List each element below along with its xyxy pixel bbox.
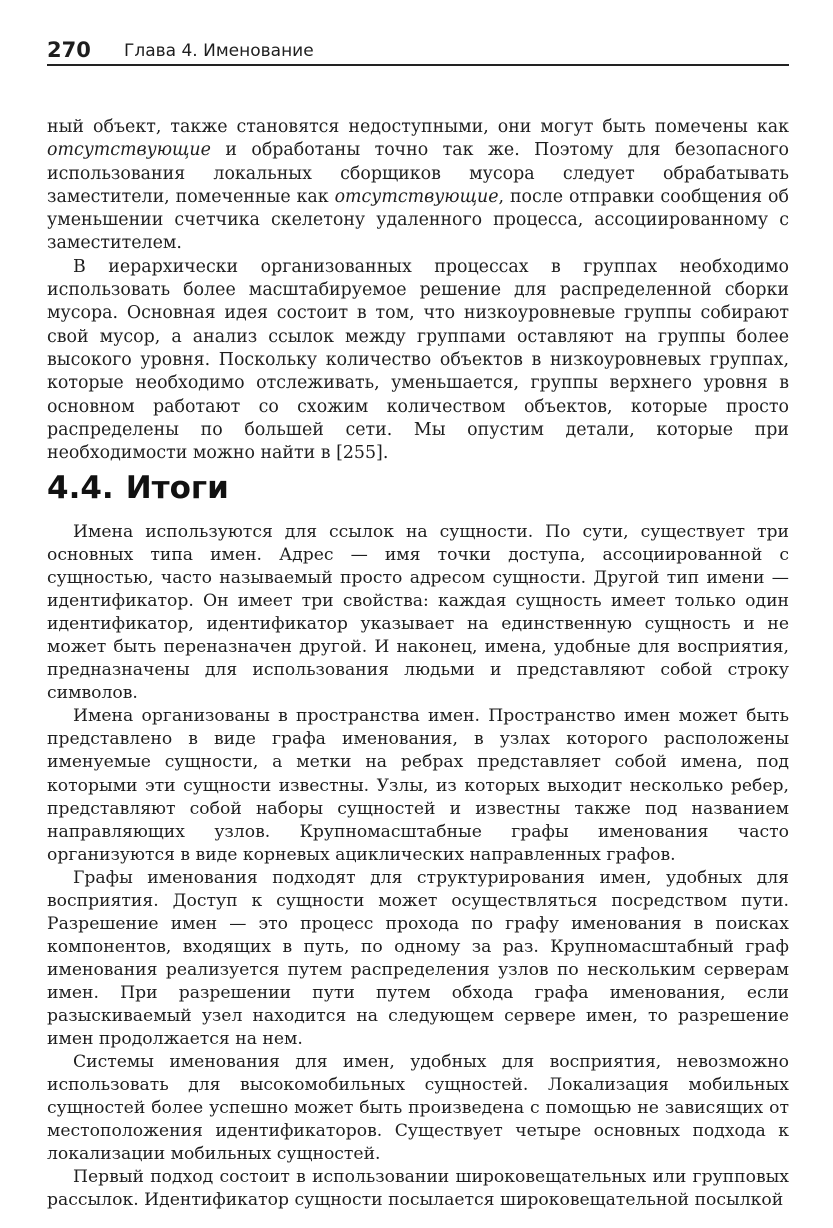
body-text-summary bbox=[47, 521, 789, 1212]
page-number: 270 bbox=[47, 38, 91, 62]
text-run: и обработаны точно так же. Поэтому для безопасного использования локальных сборщиков мусора следует обрабатывать заместители, помеченные как bbox=[47, 140, 789, 207]
section-heading bbox=[47, 468, 229, 508]
paragraph: Имена организованы в пространства имен. Пространство имен может быть представлено в виде графа именования, в узлах которого расположены именуемые сущности, а метки на ребрах представляет собой имена, под которыми эти сущности известны. Узлы, из которых выходит несколько ребер, представляют собой наборы сущностей и известны также под названием направляющих узлов. Крупномасштабные графы именования часто организуются в виде корневых ациклических направленных графов. bbox=[47, 706, 789, 865]
paragraph: В иерархически организованных процессах в группах необходимо использовать более масштабируемое решение для распределенной сборки мусора. Основная идея состоит в том, что низкоуровневые группы собирают свой мусор, а анализ ссылок между группами оставляют на группы более высокого уровня. Поскольку количество объектов в низкоуровневых группах, которые необходимо отслеживать, уменьшается, группы верхнего уровня в основном работают со схожим количеством объектов, которые просто распределены по большей сети. Мы опустим детали, которые при необходимости можно найти в [255]. bbox=[47, 256, 789, 464]
paragraph: Имена используются для ссылок на сущности. По сути, существует три основных типа имен. Адрес — имя точки доступа, ассоциированной с сущностью, часто называемый просто адресом сущности. Другой тип имени — идентификатор. Он имеет три свойства: каждая сущность имеет только один идентификатор, идентификатор указывает на единственную сущность и не может быть переназначен другой. И наконец, имена, удобные для восприятия, предназначены для использования людьми и представляют собой строку символов. bbox=[47, 522, 789, 704]
text-run: ный объект, также становятся недоступными, они могут быть помечены как bbox=[47, 117, 789, 137]
section-number: 4.4. bbox=[47, 470, 114, 506]
paragraph: Первый подход состоит в использовании широковещательных или групповых рассылок. Идентификатор сущности посылается широковещательной посылкой bbox=[47, 1167, 789, 1211]
paragraph bbox=[47, 116, 789, 256]
paragraph: Графы именования подходят для структурирования имен, удобных для восприятия. Доступ к сущности может осуществляться посредством пути. Разрешение имен — это процесс прохода по графу именования в поисках компонентов, входящих в путь, по одному за раз. Крупномасштабный граф именования реализуется путем распределения узлов по нескольким серверам имен. При разрешении пути путем обхода графа именования, если разыскиваемый узел находится на следующем сервере имен, то разрешение имен продолжается на нем. bbox=[47, 867, 789, 1050]
page-header bbox=[47, 38, 789, 66]
section-title: Итоги bbox=[125, 470, 229, 506]
text-run: , после отправки сообщения об уменьшении счетчика скелетону удаленного процесса, ассоциированному с заместителем. bbox=[47, 186, 789, 254]
running-title: Глава 4. Именование bbox=[124, 41, 314, 61]
paragraph: Системы именования для имен, удобных для восприятия, невозможно использовать для высокомобильных сущностей. Локализация мобильных сущностей более успешно может быть произведена с помощью не зависящих от местоположения идентификаторов. Существует четыре основных подхода к локализации мобильных сущностей. bbox=[47, 1052, 789, 1165]
emphasis-text: отсутствующие bbox=[47, 140, 211, 161]
emphasis-text: отсутствующие bbox=[334, 186, 499, 207]
body-text-top bbox=[47, 116, 789, 465]
